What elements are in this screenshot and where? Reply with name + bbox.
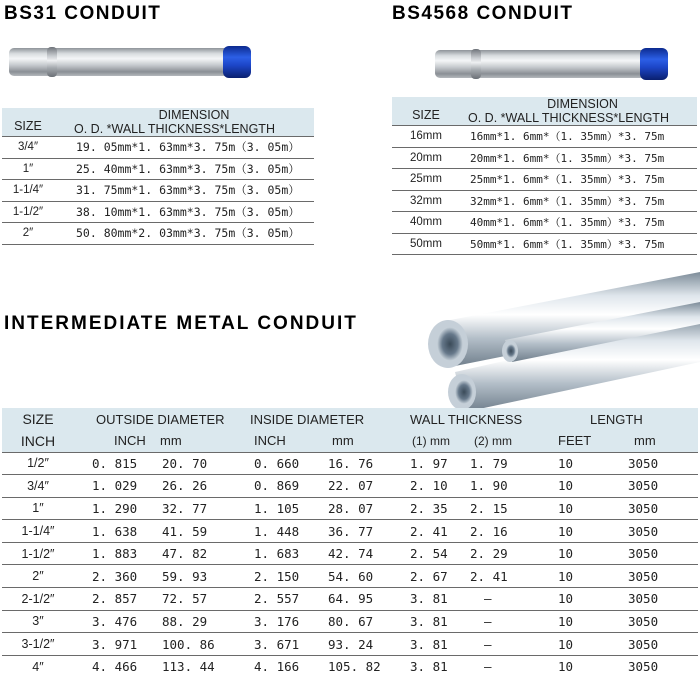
id-inch-header: INCH [240, 430, 318, 452]
table-row [392, 190, 697, 212]
size-cell: 3/4″ [2, 137, 54, 159]
wt2-cell: 2. 15 [458, 497, 538, 520]
od-inch-cell: 1. 638 [74, 520, 154, 543]
dimension-cell: 25. 40mm*1. 63mm*3. 75m（3. 05m） [54, 158, 314, 180]
table-row [392, 126, 697, 148]
table-header [2, 108, 314, 137]
od-mm-cell: 26. 26 [154, 475, 240, 498]
table-row [2, 497, 698, 520]
wt1-cell: 3. 81 [398, 610, 458, 633]
imc-heading: INTERMEDIATE METAL CONDUIT [4, 313, 358, 334]
table-row [2, 223, 314, 245]
dimension-cell: 50mm*1. 6mm*（1. 35mm）*3. 75m [460, 233, 697, 255]
inside-diameter-header: INSIDE DIAMETER [240, 408, 398, 430]
size-cell: 1″ [2, 158, 54, 180]
feet-cell: 10 [538, 610, 612, 633]
wt2-cell: – [458, 588, 538, 611]
imc-pipes-image [420, 262, 700, 412]
table-row [392, 147, 697, 169]
feet-cell: 10 [538, 655, 612, 677]
table-row [2, 542, 698, 565]
od-inch-cell: 1. 290 [74, 497, 154, 520]
wt2-cell: – [458, 610, 538, 633]
id-mm-cell: 105. 82 [318, 655, 398, 677]
table-header [2, 408, 698, 430]
size-cell: 2″ [2, 565, 74, 588]
dimension-subheader: O. D. *WALL THICKNESS*LENGTH [468, 111, 669, 125]
feet-cell: 10 [538, 588, 612, 611]
bs31-pipe-image [9, 48, 245, 76]
od-inch-cell: 2. 857 [74, 588, 154, 611]
od-inch-cell: 4. 466 [74, 655, 154, 677]
length-mm-cell: 3050 [612, 610, 698, 633]
wt1-cell: 3. 81 [398, 633, 458, 656]
bs31-heading: BS31 CONDUIT [4, 3, 162, 24]
size-cell: 25mm [392, 169, 460, 191]
size-header: SIZE [392, 97, 460, 126]
table-row [2, 633, 698, 656]
od-inch-header: INCH [74, 430, 154, 452]
feet-cell: 10 [538, 520, 612, 543]
id-inch-cell: 1. 105 [240, 497, 318, 520]
table-row [2, 201, 314, 223]
length-mm-cell: 3050 [612, 633, 698, 656]
dimension-cell: 19. 05mm*1. 63mm*3. 75m（3. 05m） [54, 137, 314, 159]
wt1-cell: 2. 41 [398, 520, 458, 543]
length-mm-cell: 3050 [612, 655, 698, 677]
table-row [392, 233, 697, 255]
blue-end-cap [640, 48, 668, 80]
id-inch-cell: 1. 683 [240, 542, 318, 565]
dimension-cell: 50. 80mm*2. 03mm*3. 75m（3. 05m） [54, 223, 314, 245]
size-cell: 3″ [2, 610, 74, 633]
id-mm-cell: 64. 95 [318, 588, 398, 611]
wt1-cell: 2. 10 [398, 475, 458, 498]
table-row [2, 137, 314, 159]
dimension-cell: 32mm*1. 6mm*（1. 35mm）*3. 75m [460, 190, 697, 212]
size-cell: 1/2″ [2, 452, 74, 475]
size-header: SIZE [2, 408, 74, 430]
feet-cell: 10 [538, 542, 612, 565]
dimension-cell: 16mm*1. 6mm*（1. 35mm）*3. 75m [460, 126, 697, 148]
size-cell: 1″ [2, 497, 74, 520]
dimension-cell: 31. 75mm*1. 63mm*3. 75m（3. 05m） [54, 180, 314, 202]
size-cell: 1-1/2″ [2, 542, 74, 565]
od-inch-cell: 1. 883 [74, 542, 154, 565]
id-mm-cell: 54. 60 [318, 565, 398, 588]
wt1-cell: 2. 54 [398, 542, 458, 565]
dimension-header: DIMENSION [547, 97, 618, 111]
table-row [2, 565, 698, 588]
size-cell: 50mm [392, 233, 460, 255]
dimension-cell: 20mm*1. 6mm*（1. 35mm）*3. 75m [460, 147, 697, 169]
id-inch-cell: 0. 660 [240, 452, 318, 475]
dimension-subheader: O. D. *WALL THICKNESS*LENGTH [74, 122, 275, 136]
od-mm-cell: 113. 44 [154, 655, 240, 677]
id-mm-cell: 42. 74 [318, 542, 398, 565]
length-header: LENGTH [538, 408, 698, 430]
wt1-cell: 2. 67 [398, 565, 458, 588]
wt2-cell: 2. 16 [458, 520, 538, 543]
bs4568-pipe-image [435, 50, 662, 78]
size-cell: 1-1/4″ [2, 520, 74, 543]
id-inch-cell: 2. 150 [240, 565, 318, 588]
table-row [2, 588, 698, 611]
id-inch-cell: 3. 671 [240, 633, 318, 656]
id-mm-cell: 22. 07 [318, 475, 398, 498]
od-mm-cell: 20. 70 [154, 452, 240, 475]
wt1-cell: 3. 81 [398, 588, 458, 611]
feet-cell: 10 [538, 497, 612, 520]
table-row [2, 475, 698, 498]
feet-header: FEET [538, 430, 612, 452]
wt2-cell: – [458, 655, 538, 677]
id-mm-cell: 28. 07 [318, 497, 398, 520]
wt2-cell: 1. 79 [458, 452, 538, 475]
id-mm-cell: 36. 77 [318, 520, 398, 543]
feet-cell: 10 [538, 633, 612, 656]
od-mm-cell: 59. 93 [154, 565, 240, 588]
table-row [2, 180, 314, 202]
length-mm-cell: 3050 [612, 520, 698, 543]
id-inch-cell: 0. 869 [240, 475, 318, 498]
length-mm-cell: 3050 [612, 588, 698, 611]
size-cell: 32mm [392, 190, 460, 212]
outside-diameter-header: OUTSIDE DIAMETER [74, 408, 240, 430]
wt2-cell: 2. 29 [458, 542, 538, 565]
table-row [2, 158, 314, 180]
size-cell: 2-1/2″ [2, 588, 74, 611]
table-row [2, 610, 698, 633]
id-mm-cell: 16. 76 [318, 452, 398, 475]
id-inch-cell: 4. 166 [240, 655, 318, 677]
feet-cell: 10 [538, 475, 612, 498]
od-inch-cell: 3. 971 [74, 633, 154, 656]
size-cell: 40mm [392, 212, 460, 234]
size-cell: 1-1/2″ [2, 201, 54, 223]
id-inch-cell: 2. 557 [240, 588, 318, 611]
dimension-cell: 40mm*1. 6mm*（1. 35mm）*3. 75m [460, 212, 697, 234]
table-row [2, 655, 698, 677]
od-mm-cell: 47. 82 [154, 542, 240, 565]
length-mm-cell: 3050 [612, 475, 698, 498]
size-cell: 2″ [2, 223, 54, 245]
id-mm-header: mm [318, 430, 398, 452]
size-cell: 16mm [392, 126, 460, 148]
wall-thickness-header: WALL THICKNESS [398, 408, 538, 430]
size-cell: 3-1/2″ [2, 633, 74, 656]
table-row [392, 169, 697, 191]
wt1-cell: 3. 81 [398, 655, 458, 677]
length-mm-cell: 3050 [612, 542, 698, 565]
table-row [2, 452, 698, 475]
length-mm-cell: 3050 [612, 497, 698, 520]
od-mm-cell: 72. 57 [154, 588, 240, 611]
bs31-table [2, 108, 314, 245]
bs4568-table [392, 97, 697, 255]
table-row [392, 212, 697, 234]
od-mm-cell: 88. 29 [154, 610, 240, 633]
table-subheader [2, 430, 698, 452]
wt1-header: (1) mm [398, 430, 458, 452]
od-mm-cell: 41. 59 [154, 520, 240, 543]
length-mm-header: mm [612, 430, 698, 452]
feet-cell: 10 [538, 452, 612, 475]
id-inch-cell: 3. 176 [240, 610, 318, 633]
size-cell: 20mm [392, 147, 460, 169]
od-mm-header: mm [154, 430, 240, 452]
wt1-cell: 2. 35 [398, 497, 458, 520]
wt1-cell: 1. 97 [398, 452, 458, 475]
od-inch-cell: 2. 360 [74, 565, 154, 588]
blue-end-cap [223, 46, 251, 78]
id-inch-cell: 1. 448 [240, 520, 318, 543]
wt2-header: (2) mm [458, 430, 538, 452]
dimension-header: DIMENSION [158, 108, 230, 122]
imc-table [2, 408, 698, 677]
od-mm-cell: 100. 86 [154, 633, 240, 656]
od-inch-cell: 1. 029 [74, 475, 154, 498]
bs4568-heading: BS4568 CONDUIT [392, 3, 574, 24]
dimension-cell: 25mm*1. 6mm*（1. 35mm）*3. 75m [460, 169, 697, 191]
size-cell: 4″ [2, 655, 74, 677]
table-row [2, 520, 698, 543]
od-inch-cell: 3. 476 [74, 610, 154, 633]
size-cell: 1-1/4″ [2, 180, 54, 202]
wt2-cell: 1. 90 [458, 475, 538, 498]
feet-cell: 10 [538, 565, 612, 588]
length-mm-cell: 3050 [612, 565, 698, 588]
od-mm-cell: 32. 77 [154, 497, 240, 520]
size-cell: 3/4″ [2, 475, 74, 498]
wt2-cell: 2. 41 [458, 565, 538, 588]
id-mm-cell: 93. 24 [318, 633, 398, 656]
table-header [392, 97, 697, 126]
dimension-cell: 38. 10mm*1. 63mm*3. 75m（3. 05m） [54, 201, 314, 223]
length-mm-cell: 3050 [612, 452, 698, 475]
od-inch-cell: 0. 815 [74, 452, 154, 475]
wt2-cell: – [458, 633, 538, 656]
inch-header: INCH [2, 430, 74, 452]
id-mm-cell: 80. 67 [318, 610, 398, 633]
size-header: SIZE [2, 108, 54, 137]
